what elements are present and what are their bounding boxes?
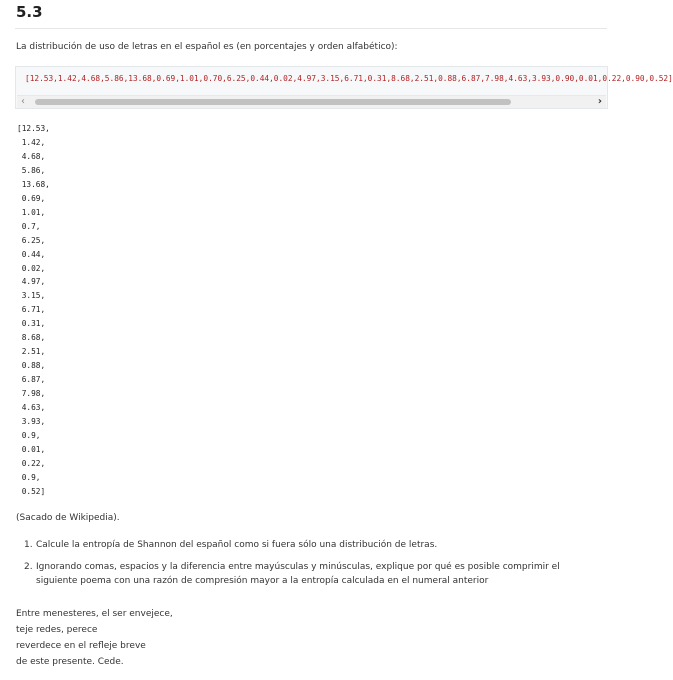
output-line: 0.31,: [17, 319, 46, 329]
scroll-left-icon[interactable]: ‹: [21, 96, 25, 107]
poem-line: de este presente. Cede.: [16, 657, 124, 667]
output-line: 1.01,: [17, 207, 46, 217]
list-item: [24, 560, 594, 588]
source-note: (Sacado de Wikipedia).: [16, 513, 120, 523]
output-line: 0.7,: [17, 221, 41, 231]
output-line: 6.71,: [17, 305, 46, 315]
intro-paragraph: La distribución de uso de letras en el español es (en porcentajes y orden alfabético):: [16, 42, 398, 52]
output-line: 0.9,: [17, 472, 41, 482]
output-line: 0.01,: [17, 444, 46, 454]
code-cell: [15, 66, 673, 109]
output-line: 3.15,: [17, 291, 46, 301]
output-line: 0.22,: [17, 458, 46, 468]
section-heading: 5.3: [16, 3, 43, 21]
code-cell-text: [12.53,1.42,4.68,5.86,13.68,0.69,1.01,0.70,6.25,0.44,0.02,4.97,3.15,6.71,0.31,8.68,2.51,0.88,6.87,7.98,4.63,3.93,0.90,0.01,0.22,0.90,0.52]: [25, 74, 673, 83]
question-number: 2.: [24, 562, 33, 572]
output-line: [12.53,: [17, 124, 50, 133]
poem-line: teje redes, perece: [16, 625, 98, 635]
output-line: 0.44,: [17, 249, 46, 259]
output-line: 3.93,: [17, 417, 46, 427]
output-line: 1.42,: [17, 137, 46, 147]
heading-divider: [15, 28, 607, 29]
question-text: Ignorando comas, espacios y la diferencia entre mayúsculas y minúsculas, explique por qué es posible comprimir el siguiente poema con una razón de compresión mayor a la entropía calculada en el numeral anterior: [36, 562, 560, 586]
output-line: 0.02,: [17, 263, 46, 273]
output-line: 0.9,: [17, 430, 41, 440]
poem-line: reverdece en el refleje breve: [16, 641, 146, 651]
question-number: 1.: [24, 540, 33, 550]
output-line: 6.25,: [17, 235, 46, 245]
output-line: 4.63,: [17, 403, 46, 413]
scroll-right-icon[interactable]: ›: [597, 96, 602, 107]
output-line: 7.98,: [17, 389, 46, 399]
poem: [16, 606, 173, 670]
output-line: 4.68,: [17, 151, 46, 161]
output-line: 4.97,: [17, 277, 46, 287]
question-list: [24, 538, 594, 596]
output-line: 13.68,: [17, 179, 50, 189]
output-line: 0.52]: [17, 486, 46, 496]
question-text: Calcule la entropía de Shannon del español como si fuera sólo una distribución de letras.: [36, 540, 438, 550]
output-line: 0.69,: [17, 193, 46, 203]
cell-output: [17, 122, 50, 499]
output-line: 0.88,: [17, 361, 46, 371]
output-line: 8.68,: [17, 333, 46, 343]
poem-line: Entre menesteres, el ser envejece,: [16, 609, 173, 619]
output-line: 2.51,: [17, 347, 46, 357]
scrollbar-thumb[interactable]: [35, 99, 511, 105]
output-line: 5.86,: [17, 165, 46, 175]
output-line: 6.87,: [17, 375, 46, 385]
horizontal-scrollbar[interactable]: [17, 95, 606, 108]
list-item: [24, 538, 594, 552]
